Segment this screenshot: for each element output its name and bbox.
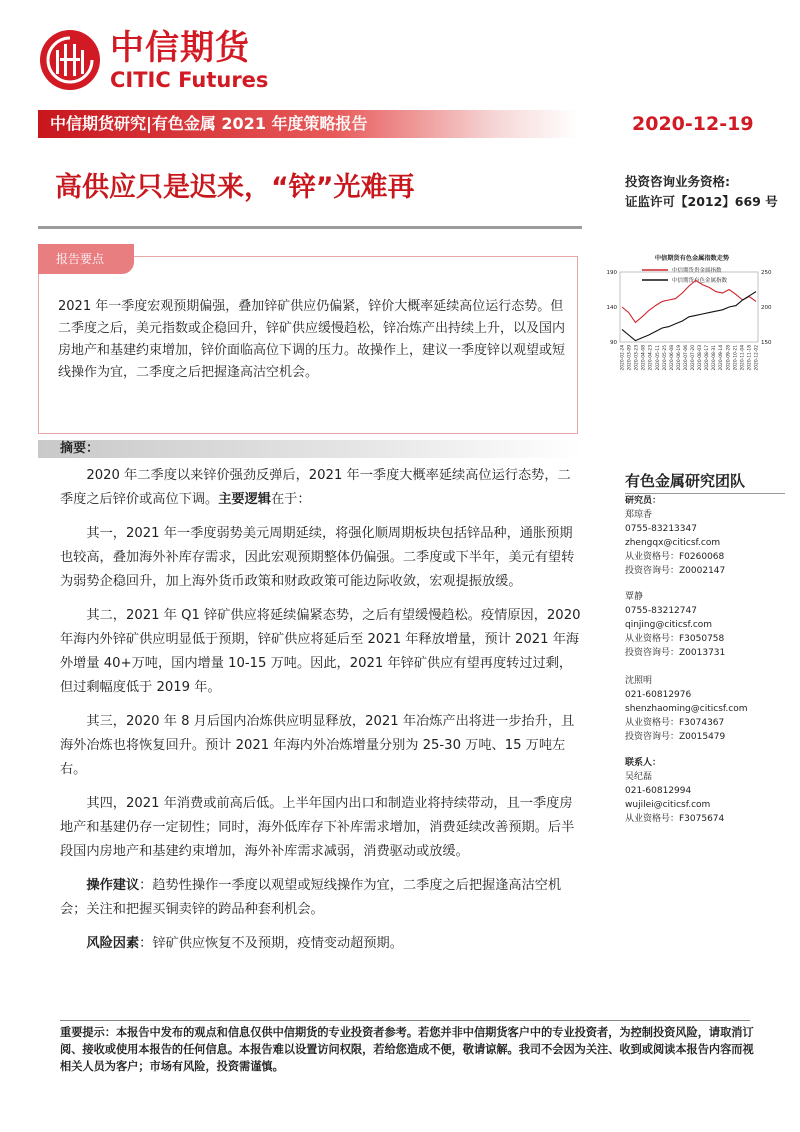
x-tick-label: 2020-04-08 [641,345,647,371]
researcher-cert: 从业资格号：F3074367 [625,718,725,728]
researcher-email[interactable]: shenzhaoming@citicsf.com [625,704,748,714]
x-tick-label: 2020-10-21 [733,345,739,371]
contact-label: 联系人： [625,758,662,768]
researcher-cert: 从业资格号：F3050758 [625,634,725,644]
title-divider [38,226,582,229]
researcher-cert: 从业资格号：F0260068 [625,552,725,562]
x-tick-label: 2020-05-11 [655,345,661,371]
series-line-precious [622,280,756,322]
y-right-tick-label: 250 [761,270,772,276]
qualification-info [625,172,778,212]
researcher-block [625,590,795,660]
brand-name-en: CITIC Futures [110,68,269,92]
summary-paragraph: 其二，2021 年 Q1 锌矿供应将延续偏紧态势，之后有望缓慢趋松。疫情原因，2020 年海内外锌矿供应明显低于预期，锌矿供应将延后至 2021 年释放增量，预计 2021 年海外增量 40+万吨，国内增量 10-15 万吨。因此，2021 年锌矿供应有望再度转过过剩，但过剩幅度低于 2019 年。 [60,608,581,695]
x-tick-label: 2020-11-18 [747,345,753,371]
qualification-line-1: 投资咨询业务资格: [625,174,730,189]
citic-logo-icon [38,28,102,92]
y-right-tick-label: 200 [761,305,772,311]
summary-label: 摘要： [60,441,100,456]
x-tick-label: 2020-08-03 [698,345,704,371]
keypoints-tab-label: 报告要点 [56,252,105,266]
metals-index-chart [592,250,792,385]
summary-paragraph: 其三，2020 年 8 月后国内冶炼供应明显释放，2021 年冶炼产出将进一步抬升，且海外冶炼也将恢复回升。预计 2021 年海内外冶炼增量分别为 25-30 万吨、15 万吨左右。 [60,714,575,777]
researcher-email[interactable]: qinjing@citicsf.com [625,620,713,630]
qualification-line-2: 证监许可【2012】669 号 [625,194,778,209]
x-tick-label: 2020-06-08 [669,345,675,371]
x-tick-label: 2020-08-17 [705,345,711,371]
x-tick-label: 2020-11-04 [740,345,746,371]
x-tick-label: 2020-09-14 [719,345,725,371]
x-tick-label: 2020-08-31 [712,345,718,371]
page-title: 高供应只是迟来，“锌”光难再 [55,172,415,203]
researcher-email[interactable]: zhengqx@citicsf.com [625,538,721,548]
summary-bar [38,440,582,458]
researcher-name: 覃静 [625,592,644,602]
summary-body [60,464,582,966]
x-tick-label: 2020-12-02 [754,345,760,371]
chart-title: 中信期货有色金属指数走势 [654,255,730,262]
operation-advice: 操作建议：趋势性操作一季度以观望或短线操作为宜，二季度之后把握逢高沽空机会；关注和把握买铜卖锌的跨品种套利机会。 [60,878,562,917]
keypoints-text: 2021 年一季度宏观预期偏强，叠加锌矿供应仍偏紧，锌价大概率延续高位运行态势。但二季度之后，美元指数或企稳回升，锌矿供应缓慢趋松，锌冶炼产出持续上升，以及国内房地产和基建约束增加，锌价面临高位下调的压力。故操作上，建议一季度锌以观望或短线操作为宜，二季度之后把握逢高沽空机会。 [58,299,566,380]
team-title: 有色金属研究团队 [625,472,746,490]
contact-email[interactable]: wujilei@citicsf.com [625,800,711,810]
x-tick-label: 2020-05-25 [662,345,668,371]
contact-cert: 从业资格号：F3075674 [625,814,725,824]
summary-paragraph: 其四，2021 年消费或前高后低。上半年国内出口和制造业将持续带动，且一季度房地产和基建仍存一定韧性；同时，海外低库存下补库需求增加，消费延续改善预期。后半段国内房地产和基建约束增加，海外补库需求减弱，消费驱动或放缓。 [60,796,575,859]
researchers-label: 研究员： [625,496,662,506]
x-tick-label: 2020-03-09 [627,345,633,371]
report-date: 2020-12-19 [632,113,754,135]
researcher-consult: 投资咨询号：Z0013731 [625,648,726,658]
x-tick-label: 2020-04-23 [648,345,654,371]
summary-paragraph: 其一，2021 年一季度弱势美元周期延续，将强化顺周期板块包括锌品种，通胀预期也较高，叠加海外补库存需求，因此宏观预期整体仍偏强。二季度或下半年，美元有望转为弱势企稳回升，加上海外货币政策和财政政策可能边际收敛，宏观提振放缓。 [60,526,575,589]
brand-name-cn: 中信期货 [110,28,250,68]
researcher-phone: 021-60812976 [625,690,692,700]
y-left-tick-label: 140 [606,305,617,311]
contact-block [625,756,795,826]
researcher-name: 郑琼香 [625,510,653,520]
researcher-block [625,674,795,744]
contact-name: 吴纪磊 [625,772,653,782]
contact-phone: 021-60812994 [625,786,692,796]
report-series-label: 中信期货研究|有色金属 2021 年度策略报告 [50,114,368,133]
researcher-block [625,494,795,578]
x-tick-label: 2020-07-20 [691,345,697,371]
summary-paragraph: 2020 年二季度以来锌价强劲反弹后，2021 年一季度大概率延续高位运行态势，二季度之后锌价或高位下调。主要逻辑在于： [60,468,571,507]
x-tick-label: 2020-07-06 [683,345,689,371]
x-tick-label: 2020-03-23 [634,345,640,371]
y-right-tick-label: 150 [761,340,772,346]
legend-label-precious: 中信期货贵金属指数 [672,268,722,274]
researcher-phone: 0755-83213347 [625,524,697,534]
disclaimer: 重要提示：本报告中发布的观点和信息仅供中信期货的专业投资者参考。若您并非中信期货客户中的专业投资者，为控制投资风险，请取消订阅、接收或使用本报告的任何信息。本报告难以设置访问权限，若给您造成不便，敬请谅解。我司不会因为关注、收到或阅读本报告内容而视相关人员为客户；市场有风险，投资需谨慎。 [60,1026,754,1073]
researcher-consult: 投资咨询号：Z0015479 [625,732,726,742]
legend-label-nonferrous: 中信期货有色金属指数 [672,278,728,284]
x-tick-label: 2020-02-24 [620,345,626,371]
y-left-tick-label: 90 [610,340,617,346]
x-tick-label: 2020-06-19 [676,345,682,371]
footer-divider [60,1020,750,1021]
researcher-consult: 投资咨询号：Z0002147 [625,566,726,576]
x-tick-label: 2020-09-28 [726,345,732,371]
risk-factors: 风险因素：锌矿供应恢复不及预期，疫情变动超预期。 [86,936,403,951]
researcher-phone: 0755-83212747 [625,606,697,616]
y-left-tick-label: 190 [606,270,617,276]
researcher-name: 沈照明 [625,676,653,686]
